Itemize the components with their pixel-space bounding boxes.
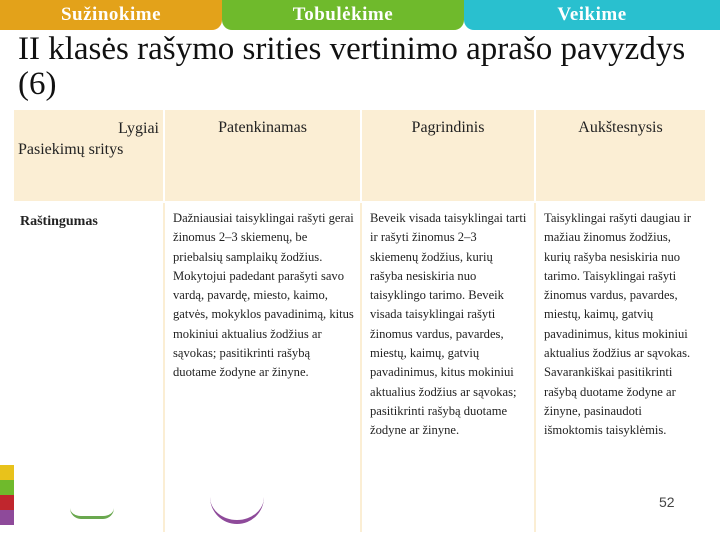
strip-yellow	[0, 465, 14, 480]
cell-basic: Beveik visada taisyklingai tarti ir rašyti žinomus 2–3 skiemenų žodžius, kurių rašyba nesiskiria nuo taisyklingo tarimo. Beveik visada taisyklingai rašyti žinomus vardus, pavardes, miestų, kaimų, gatvių pavadinimus, kitus mokiniui aktualius žodžius ar sąvokas; pasitikrinti rašybą duotame žodyne ar žinyne.	[361, 202, 535, 532]
cell-advanced: Taisyklingai rašyti daugiau ir mažiau žinomus žodžius, kurių rašyba nesiskiria nuo tarimo. Taisyklingai rašyti žinomus vardus, pavardes, miestų, kaimų, gatvių pavadinimus, kitus mokiniui aktualius žodžius ar sąvokas. Savarankiškai pasitikrinti rašybą duotame žodyne ar žinyne, pasinaudoti išmoktomis taisyklėmis.	[535, 202, 705, 532]
header-corner-cell	[14, 110, 164, 202]
top-tab-banner	[0, 0, 720, 30]
assessment-table	[14, 110, 705, 532]
table-header-row	[14, 110, 705, 202]
slide-title: II klasės rašymo srities vertinimo aprašo pavyzdys (6)	[18, 31, 686, 102]
strip-green	[0, 480, 14, 495]
tab-suzinokime: Sužinokime	[0, 0, 222, 30]
column-header-advanced: Aukštesnysis	[535, 110, 705, 202]
strip-red	[0, 495, 14, 510]
row-area-name: Raštingumas	[14, 202, 164, 532]
column-header-satisfactory: Patenkinamas	[164, 110, 361, 202]
tab-veikime: Veikime	[464, 0, 720, 30]
column-header-basic: Pagrindinis	[361, 110, 535, 202]
corner-label-areas: Pasiekimų sritys	[18, 141, 124, 158]
tab-tobulekime: Tobulėkime	[222, 0, 464, 30]
table-row	[14, 202, 705, 532]
cell-satisfactory: Dažniausiai taisyklingai rašyti gerai žinomus 2–3 skiemenų, be priebalsių samplaikų žodžius. Mokytojui padedant parašyti savo vardą, pavardę, miesto, kaimo, gatvės, mokyklos pavadinimą, kitus mokiniui aktualius žodžius ar sąvokas; pasitikrinti rašybą duotame žodyne ar žinyne.	[164, 202, 361, 532]
strip-purple	[0, 510, 14, 525]
partner-logo-left	[70, 508, 114, 519]
corner-label-levels: Lygiai	[118, 120, 159, 137]
page-number: 52	[659, 494, 675, 510]
side-color-strip	[0, 465, 14, 525]
